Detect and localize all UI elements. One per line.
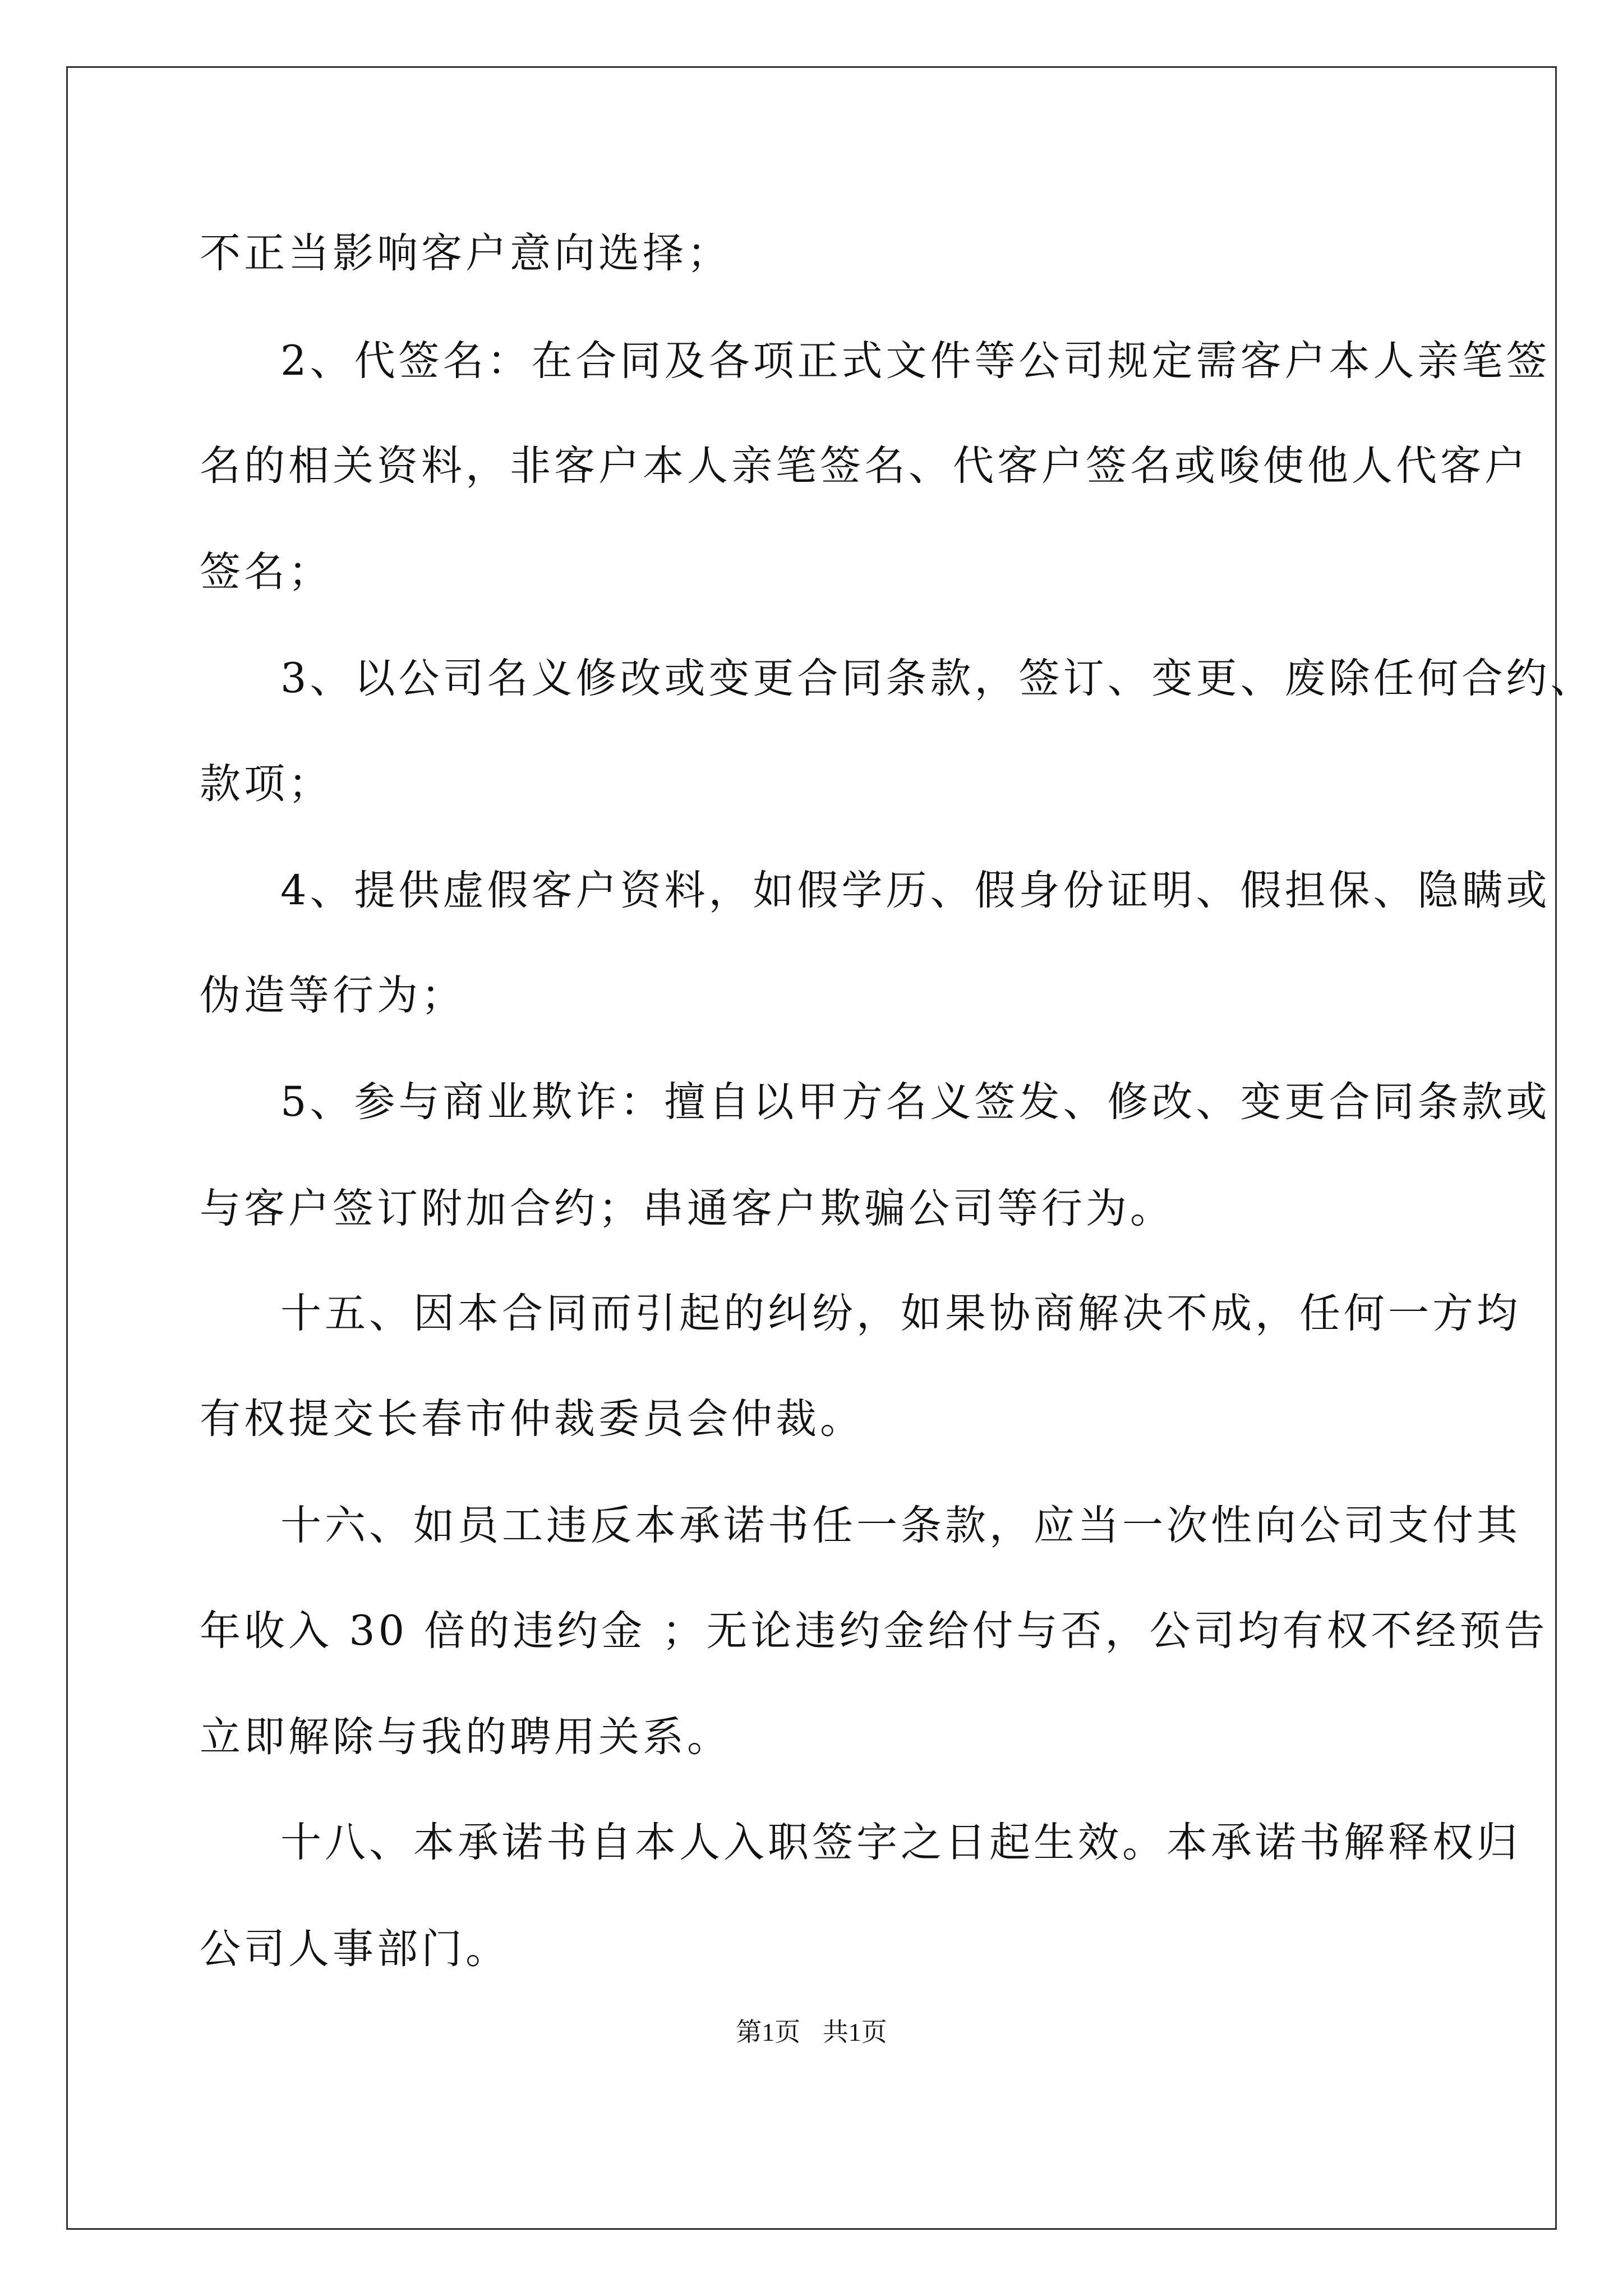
text-line: 公司人事部门。 — [200, 1925, 510, 1973]
text-line: 不正当影响客户意向选择； — [200, 229, 731, 277]
page-number: 第1页 — [736, 2018, 801, 2046]
text-line: 2、代签名：在合同及各项正式文件等公司规定需客户本人亲笔签 — [280, 337, 1551, 385]
text-line: 十五、因本合同而引起的纠纷，如果协商解决不成，任何一方均 — [280, 1290, 1521, 1337]
page-total: 共1页 — [822, 2018, 887, 2046]
text-line: 十六、如员工违反本承诺书任一条款，应当一次性向公司支付其 — [280, 1502, 1521, 1549]
text-line: 名的相关资料，非客户本人亲笔签名、代客户签名或唆使他人代客户 — [200, 442, 1529, 490]
text-line: 与客户签订附加合约；串通客户欺骗公司等行为。 — [200, 1185, 1174, 1232]
text-line: 5、参与商业欺诈：擅自以甲方名义签发、修改、变更合同条款或 — [280, 1078, 1551, 1126]
text-line: 3、以公司名义修改或变更合同条款，签订、变更、废除任何合约、 — [280, 655, 1595, 702]
text-line: 伪造等行为； — [200, 972, 465, 1019]
page-footer — [0, 2017, 1623, 2048]
text-line: 有权提交长春市仲裁委员会仲裁。 — [200, 1395, 864, 1443]
text-line: 十八、本承诺书自本人入职签字之日起生效。本承诺书解释权归 — [280, 1819, 1521, 1866]
page-border — [66, 66, 1557, 2230]
text-line: 4、提供虚假客户资料，如假学历、假身份证明、假担保、隐瞒或 — [280, 867, 1551, 914]
text-line: 签名； — [200, 548, 333, 596]
text-line: 款项； — [200, 760, 333, 808]
text-line: 年收入 30 倍的违约金 ；无论违约金给付与否，公司均有权不经预告 — [200, 1607, 1548, 1655]
text-line: 立即解除与我的聘用关系。 — [200, 1713, 731, 1761]
